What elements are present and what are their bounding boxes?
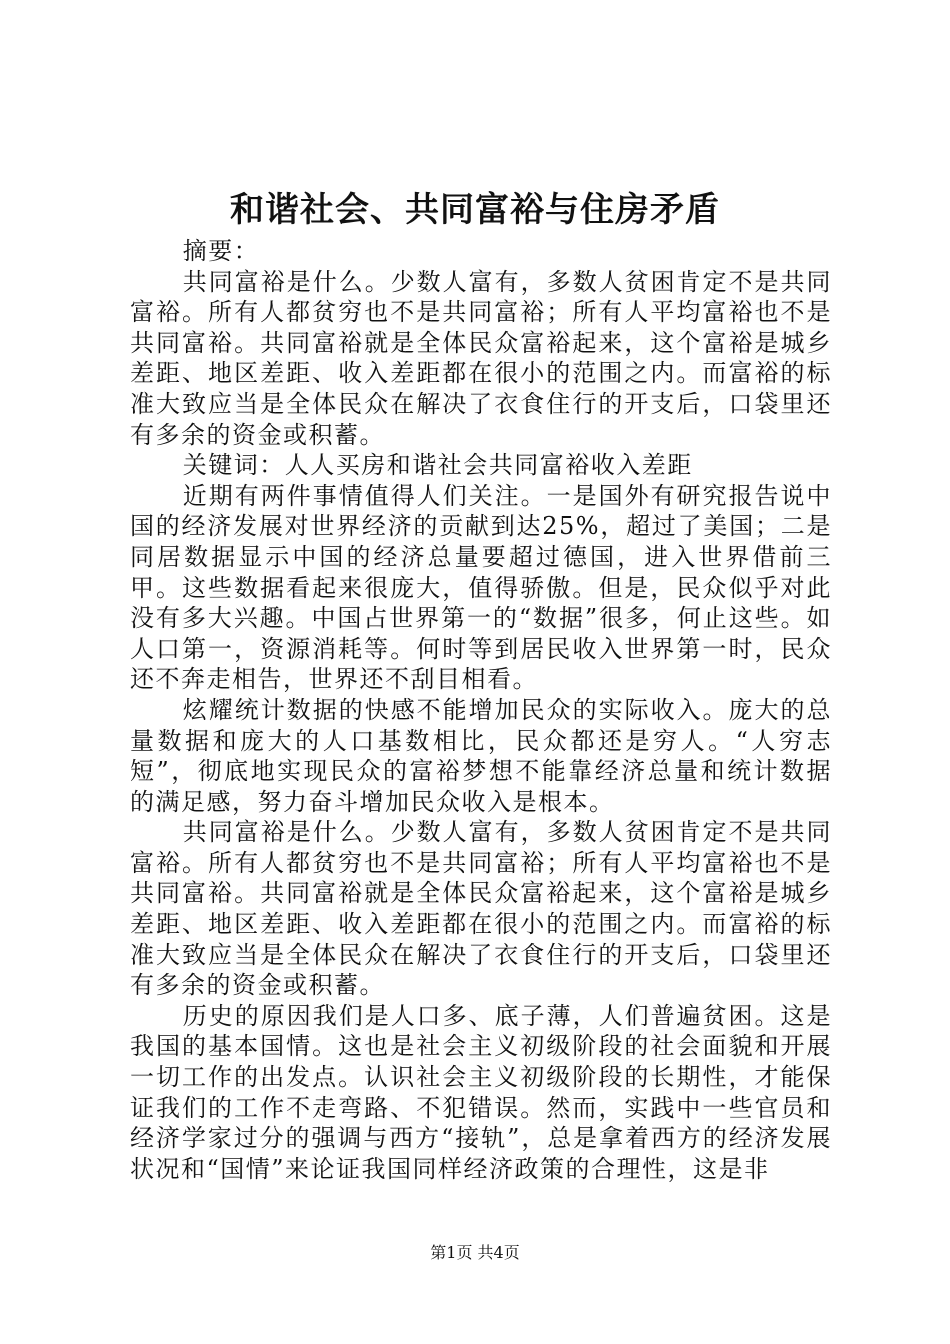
body-paragraph: 历史的原因我们是人口多、底子薄，人们普遍贫困。这是我国的基本国情。这也是社会主义初级阶段的社会面貌和开展一切工作的出发点。认识社会主义初级阶段的长期性，才能保证我们的工作不走弯路、不犯错误。然而，实践中一些官员和经济学家过分的强调与西方“接轨”，总是拿着西方的经济发展状况和“国情”来论证我国同样经济政策的合理性，这是非 xyxy=(130,1001,832,1183)
document-body xyxy=(130,236,832,1184)
body-paragraph: 炫耀统计数据的快感不能增加民众的实际收入。庞大的总量数据和庞大的人口基数相比，民众都还是穷人。“人穷志短”，彻底地实现民众的富裕梦想不能靠经济总量和统计数据的满足感，努力奋斗增加民众收入是根本。 xyxy=(130,695,832,816)
document-title: 和谐社会、共同富裕与住房矛盾 xyxy=(230,190,720,230)
body-paragraph: 共同富裕是什么。少数人富有，多数人贫困肯定不是共同富裕。所有人都贫穷也不是共同富裕；所有人平均富裕也不是共同富裕。共同富裕就是全体民众富裕起来，这个富裕是城乡差距、地区差距、收入差距都在很小的范围之内。而富裕的标准大致应当是全体民众在解决了衣食住行的开支后，口袋里还有多余的资金或积蓄。 xyxy=(130,267,832,449)
abstract-heading: 摘要： xyxy=(182,237,260,265)
body-paragraph: 共同富裕是什么。少数人富有，多数人贫困肯定不是共同富裕。所有人都贫穷也不是共同富裕；所有人平均富裕也不是共同富裕。共同富裕就是全体民众富裕起来，这个富裕是城乡差距、地区差距、收入差距都在很小的范围之内。而富裕的标准大致应当是全体民众在解决了衣食住行的开支后，口袋里还有多余的资金或积蓄。 xyxy=(130,818,832,1000)
page-footer: 第1页 共4页 xyxy=(430,1243,520,1262)
body-paragraph: 近期有两件事情值得人们关注。一是国外有研究报告说中国的经济发展对世界经济的贡献到达25%，超过了美国；二是同居数据显示中国的经济总量要超过德国，进入世界借前三甲。这些数据看起来很庞大，值得骄傲。但是，民众似乎对此没有多大兴趣。中国占世界第一的“数据”很多，何止这些。如人口第一，资源消耗等。何时等到居民收入世界第一时，民众还不奔走相告，世界还不刮目相看。 xyxy=(130,481,832,694)
keywords-line: 关键词：人人买房和谐社会共同富裕收入差距 xyxy=(182,451,693,480)
